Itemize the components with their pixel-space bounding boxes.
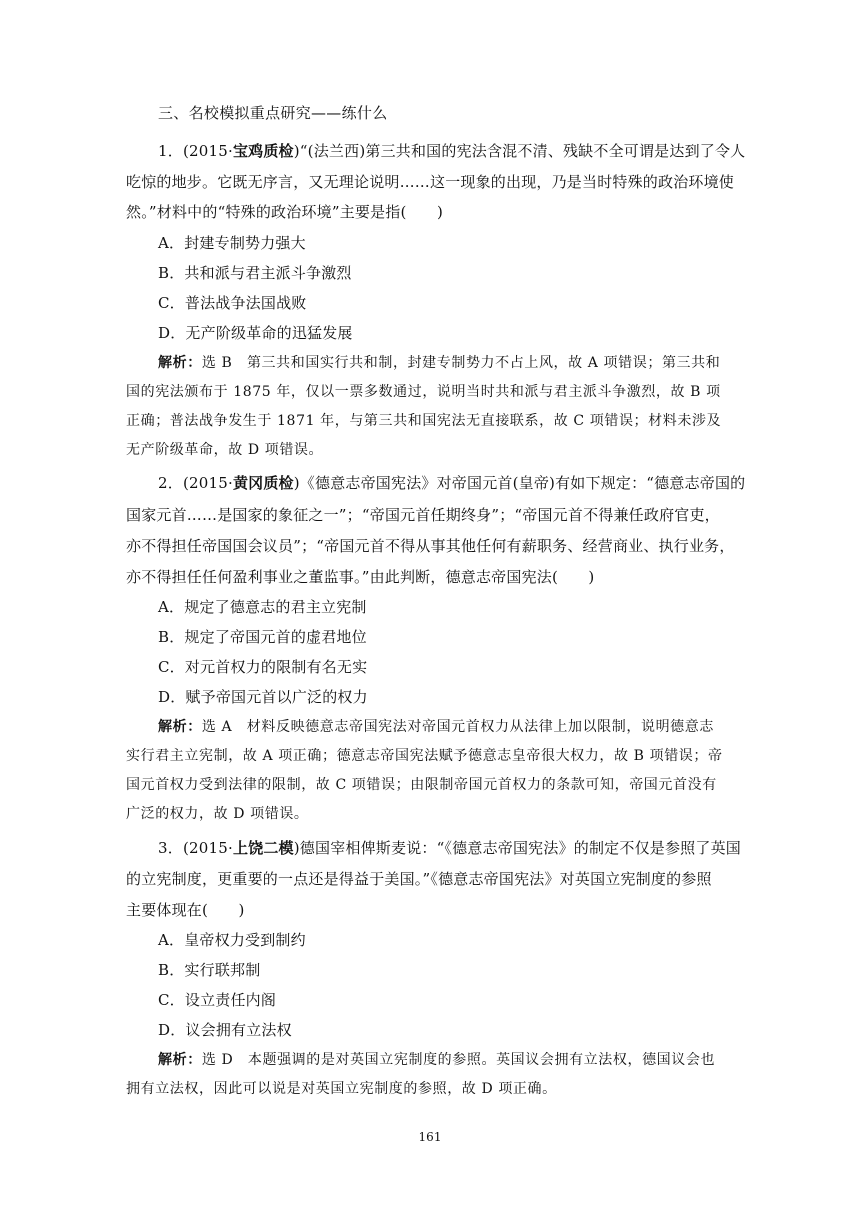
question-1-option-d: D．无产阶级革命的迅猛发展 (158, 324, 353, 342)
question-2-option-b: B．规定了帝国元首的虚君地位 (158, 628, 367, 646)
question-1-source: 宝鸡质检 (232, 142, 294, 160)
question-3-analysis-line-1: 解析：选 D 本题强调的是对英国立宪制度的参照。英国议会拥有立法权，德国议会也 (158, 1052, 716, 1068)
page-number: 161 (418, 1130, 442, 1144)
question-1-analysis-line-4: 无产阶级革命，故 D 项错误。 (126, 442, 324, 458)
analysis-label: 解析： (158, 719, 202, 735)
question-1-analysis-line-1: 解析：选 B 第三共和国实行共和制，封建专制势力不占上风，故 A 项错误；第三共和 (158, 355, 721, 371)
question-3-line-2: 的立宪制度，更重要的一点还是得益于美国。”《德意志帝国宪法》对英国立宪制度的参照 (126, 870, 712, 888)
analysis-label: 解析： (158, 355, 202, 371)
question-2-option-c: C．对元首权力的限制有名无实 (158, 658, 368, 676)
question-2-option-d: D．赋予帝国元首以广泛的权力 (158, 688, 368, 706)
question-2-analysis-line-3: 国元首权力受到法律的限制，故 C 项错误；由限制帝国元首权力的条款可知，帝国元首没有 (126, 777, 717, 793)
question-2-analysis-line-4: 广泛的权力，故 D 项错误。 (126, 806, 309, 822)
question-2-analysis-line-1: 解析：选 A 材料反映德意志帝国宪法对帝国元首权力从法律上加以限制，说明德意志 (158, 719, 714, 735)
question-1-analysis-line-2: 国的宪法颁布于 1875 年，仅以一票多数通过，说明当时共和派与君主派斗争激烈，故 B 项 (126, 384, 721, 400)
question-3-line-1: 3．(2015·上饶二模)德国宰相俾斯麦说：“《德意志帝国宪法》的制定不仅是参照了英国 (158, 839, 741, 857)
question-3-source: 上饶二模 (232, 839, 294, 857)
question-1-line-1: 1．(2015·宝鸡质检)“(法兰西)第三共和国的宪法含混不清、残缺不全可谓是达到了令人 (158, 142, 746, 160)
question-3-option-c: C．设立责任内阁 (158, 991, 277, 1009)
question-1-option-a: A．封建专制势力强大 (158, 234, 306, 252)
question-1-option-b: B．共和派与君主派斗争激烈 (158, 264, 352, 282)
question-2-line-1: 2．(2015·黄冈质检)《德意志帝国宪法》对帝国元首(皇帝)有如下规定：“德意志帝国的 (158, 474, 746, 492)
question-1-number: 1．(2015· (158, 142, 233, 160)
question-2-source: 黄冈质检 (232, 474, 294, 492)
analysis-label: 解析： (158, 1052, 202, 1068)
question-2-analysis-line-2: 实行君主立宪制，故 A 项正确；德意志帝国宪法赋予德意志皇帝很大权力，故 B 项错误；帝 (126, 748, 723, 764)
question-1-option-c: C．普法战争法国战败 (158, 294, 307, 312)
question-2-number: 2．(2015· (158, 474, 233, 492)
question-3-option-b: B．实行联邦制 (158, 961, 261, 979)
question-1-line-2: 吃惊的地步。它既无序言，又无理论说明……这一现象的出现，乃是当时特殊的政治环境使 (126, 173, 735, 191)
question-3-option-d: D．议会拥有立法权 (158, 1021, 292, 1039)
question-3-analysis-line-2: 拥有立法权，因此可以说是对英国立宪制度的参照，故 D 项正确。 (126, 1081, 557, 1097)
question-2-line-4: 亦不得担任任何盈利事业之董监事。”由此判断，德意志帝国宪法( ) (126, 568, 595, 586)
question-3-line-3: 主要体现在( ) (126, 901, 245, 919)
question-2-line-2: 国家元首……是国家的象征之一”；“帝国元首任期终身”；“帝国元首不得兼任政府官吏， (126, 506, 720, 524)
question-1-line-3: 然。”材料中的“特殊的政治环境”主要是指( ) (126, 203, 444, 221)
question-2-line-3: 亦不得担任帝国国会议员”；“帝国元首不得从事其他任何有薪职务、经营商业、执行业务， (126, 537, 735, 555)
question-3-option-a: A．皇帝权力受到制约 (158, 931, 306, 949)
question-3-number: 3．(2015· (158, 839, 233, 857)
question-1-analysis-line-3: 正确；普法战争发生于 1871 年，与第三共和国宪法无直接联系，故 C 项错误；材料未涉及 (126, 413, 722, 429)
question-2-option-a: A．规定了德意志的君主立宪制 (158, 598, 367, 616)
section-title: 三、名校模拟重点研究——练什么 (158, 104, 388, 122)
